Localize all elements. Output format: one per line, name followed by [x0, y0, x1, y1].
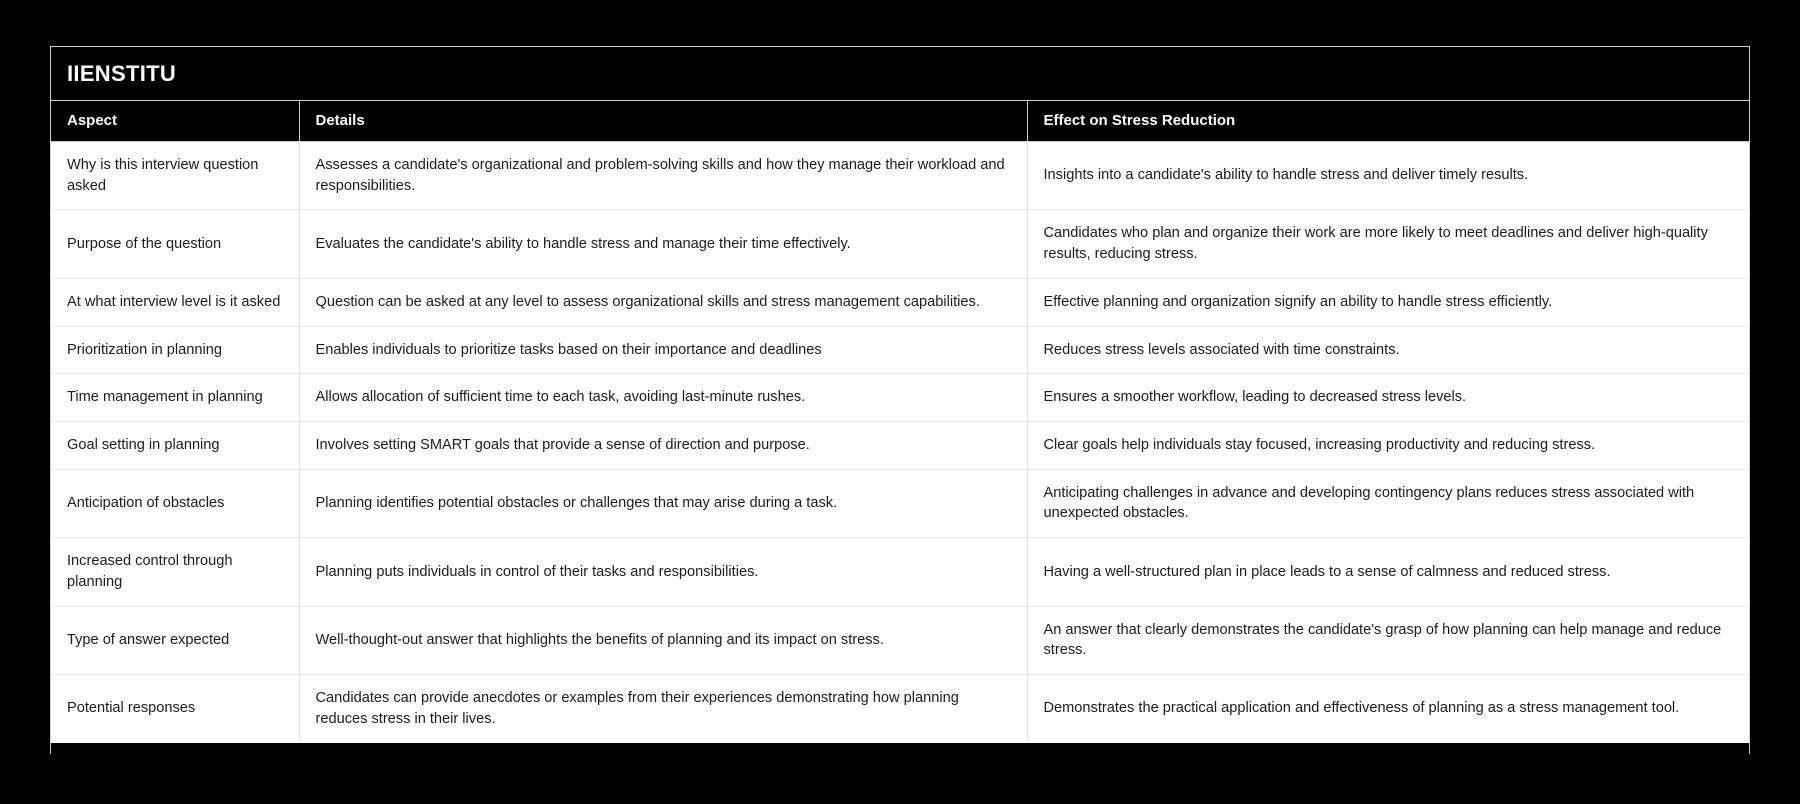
- cell-effect: Ensures a smoother workflow, leading to decreased stress levels.: [1027, 374, 1749, 422]
- table-row: [51, 278, 1749, 326]
- column-header-aspect: Aspect: [51, 101, 299, 142]
- cell-effect: Clear goals help individuals stay focused, increasing productivity and reducing stress.: [1027, 422, 1749, 470]
- cell-details: Planning identifies potential obstacles or challenges that may arise during a task.: [299, 469, 1027, 537]
- cell-details: Assesses a candidate's organizational and problem-solving skills and how they manage their workload and responsibilities.: [299, 142, 1027, 210]
- cell-details: Allows allocation of sufficient time to each task, avoiding last-minute rushes.: [299, 374, 1027, 422]
- table-body: [51, 142, 1749, 743]
- table-row: [51, 142, 1749, 210]
- column-header-details: Details: [299, 101, 1027, 142]
- table-row: [51, 538, 1749, 606]
- cell-details: Candidates can provide anecdotes or examples from their experiences demonstrating how planning reduces stress in their lives.: [299, 675, 1027, 743]
- table-row: [51, 326, 1749, 374]
- table-row: [51, 469, 1749, 537]
- cell-aspect: Potential responses: [51, 675, 299, 743]
- cell-aspect: Why is this interview question asked: [51, 142, 299, 210]
- table-row: [51, 422, 1749, 470]
- cell-effect: Anticipating challenges in advance and developing contingency plans reduces stress associated with unexpected obstacles.: [1027, 469, 1749, 537]
- cell-details: Enables individuals to prioritize tasks based on their importance and deadlines: [299, 326, 1027, 374]
- cell-details: Question can be asked at any level to assess organizational skills and stress management capabilities.: [299, 278, 1027, 326]
- title-bar: [51, 47, 1749, 101]
- cell-aspect: Type of answer expected: [51, 606, 299, 674]
- cell-aspect: At what interview level is it asked: [51, 278, 299, 326]
- cell-aspect: Time management in planning: [51, 374, 299, 422]
- cell-effect: Candidates who plan and organize their work are more likely to meet deadlines and deliver high-quality results, reducing stress.: [1027, 210, 1749, 278]
- cell-aspect: Goal setting in planning: [51, 422, 299, 470]
- cell-aspect: Increased control through planning: [51, 538, 299, 606]
- cell-effect: Insights into a candidate's ability to handle stress and deliver timely results.: [1027, 142, 1749, 210]
- header-row: [51, 101, 1749, 142]
- cell-details: Planning puts individuals in control of their tasks and responsibilities.: [299, 538, 1027, 606]
- table-row: [51, 675, 1749, 743]
- column-header-effect: Effect on Stress Reduction: [1027, 101, 1749, 142]
- cell-details: Well-thought-out answer that highlights the benefits of planning and its impact on stress.: [299, 606, 1027, 674]
- table-header: [51, 101, 1749, 142]
- cell-aspect: Anticipation of obstacles: [51, 469, 299, 537]
- cell-details: Involves setting SMART goals that provide a sense of direction and purpose.: [299, 422, 1027, 470]
- table-row: [51, 210, 1749, 278]
- comparison-table: [51, 101, 1749, 743]
- cell-details: Evaluates the candidate's ability to handle stress and manage their time effectively.: [299, 210, 1027, 278]
- table-card: [50, 46, 1750, 754]
- cell-effect: Reduces stress levels associated with time constraints.: [1027, 326, 1749, 374]
- table-row: [51, 606, 1749, 674]
- cell-aspect: Prioritization in planning: [51, 326, 299, 374]
- brand-title: IIENSTITU: [67, 60, 177, 86]
- table-row: [51, 374, 1749, 422]
- cell-effect: Demonstrates the practical application and effectiveness of planning as a stress management tool.: [1027, 675, 1749, 743]
- cell-effect: Having a well-structured plan in place leads to a sense of calmness and reduced stress.: [1027, 538, 1749, 606]
- cell-effect: Effective planning and organization signify an ability to handle stress efficiently.: [1027, 278, 1749, 326]
- cell-aspect: Purpose of the question: [51, 210, 299, 278]
- cell-effect: An answer that clearly demonstrates the candidate's grasp of how planning can help manage and reduce stress.: [1027, 606, 1749, 674]
